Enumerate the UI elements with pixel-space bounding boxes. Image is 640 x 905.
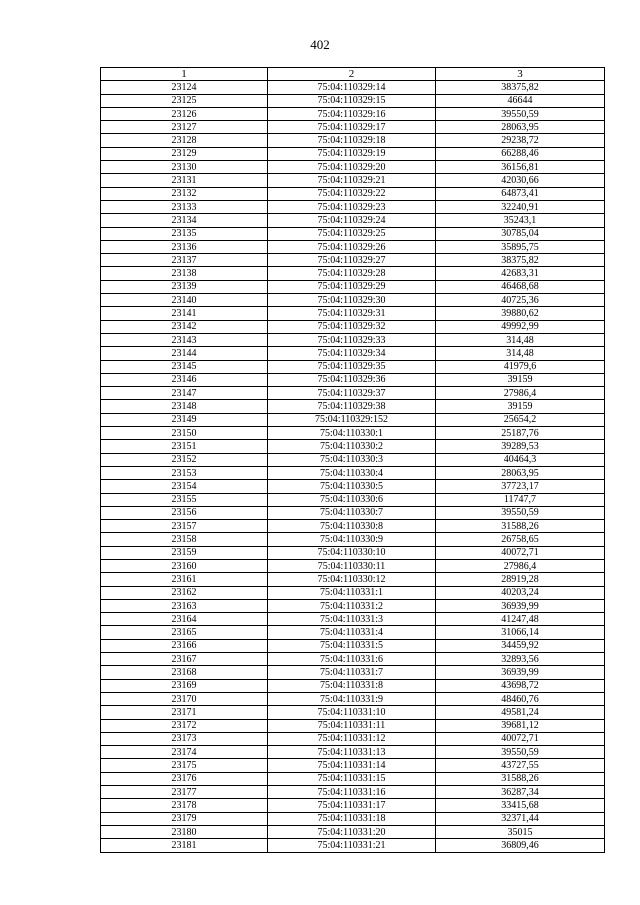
cadastral-number-cell: 75:04:110329:35 (268, 360, 436, 373)
column-header-2: 2 (268, 68, 436, 81)
cadastral-number-cell: 75:04:110331:2 (268, 599, 436, 612)
table-row (101, 200, 605, 213)
row-number-cell: 23163 (101, 599, 268, 612)
cadastral-number-cell: 75:04:110331:17 (268, 799, 436, 812)
table-row (101, 94, 605, 107)
row-number-cell: 23156 (101, 506, 268, 519)
cadastral-number-cell: 75:04:110329:31 (268, 307, 436, 320)
cadastral-number-cell: 75:04:110329:23 (268, 200, 436, 213)
row-number-cell: 23150 (101, 427, 268, 440)
cadastral-number-cell: 75:04:110331:18 (268, 812, 436, 825)
value-cell: 25187,76 (436, 427, 605, 440)
cadastral-number-cell: 75:04:110330:7 (268, 506, 436, 519)
table-row (101, 692, 605, 705)
value-cell: 31066,14 (436, 626, 605, 639)
cadastral-number-cell: 75:04:110330:5 (268, 480, 436, 493)
row-number-cell: 23160 (101, 559, 268, 572)
row-number-cell: 23158 (101, 533, 268, 546)
row-number-cell: 23165 (101, 626, 268, 639)
value-cell: 28063,95 (436, 466, 605, 479)
cadastral-number-cell: 75:04:110329:17 (268, 121, 436, 134)
row-number-cell: 23147 (101, 387, 268, 400)
value-cell: 43698,72 (436, 679, 605, 692)
row-number-cell: 23151 (101, 440, 268, 453)
value-cell: 35015 (436, 825, 605, 838)
value-cell: 36287,34 (436, 786, 605, 799)
cadastral-number-cell: 75:04:110329:26 (268, 240, 436, 253)
column-header-3: 3 (436, 68, 605, 81)
registry-table (100, 67, 605, 853)
row-number-cell: 23126 (101, 107, 268, 120)
value-cell: 27986,4 (436, 387, 605, 400)
value-cell: 25654,2 (436, 413, 605, 426)
row-number-cell: 23129 (101, 147, 268, 160)
cadastral-number-cell: 75:04:110329:152 (268, 413, 436, 426)
table-row (101, 254, 605, 267)
value-cell: 26758,65 (436, 533, 605, 546)
row-number-cell: 23176 (101, 772, 268, 785)
cadastral-number-cell: 75:04:110329:21 (268, 174, 436, 187)
row-number-cell: 23155 (101, 493, 268, 506)
table-row (101, 653, 605, 666)
cadastral-number-cell: 75:04:110329:33 (268, 333, 436, 346)
cadastral-number-cell: 75:04:110331:9 (268, 692, 436, 705)
table-row (101, 466, 605, 479)
row-number-cell: 23180 (101, 825, 268, 838)
table-row (101, 706, 605, 719)
value-cell: 38375,82 (436, 254, 605, 267)
cadastral-number-cell: 75:04:110330:8 (268, 520, 436, 533)
cadastral-number-cell: 75:04:110330:6 (268, 493, 436, 506)
value-cell: 28063,95 (436, 121, 605, 134)
cadastral-number-cell: 75:04:110331:16 (268, 786, 436, 799)
row-number-cell: 23169 (101, 679, 268, 692)
cadastral-number-cell: 75:04:110330:1 (268, 427, 436, 440)
table-row (101, 480, 605, 493)
cadastral-number-cell: 75:04:110329:19 (268, 147, 436, 160)
table-row (101, 453, 605, 466)
table-row (101, 440, 605, 453)
cadastral-number-cell: 75:04:110331:8 (268, 679, 436, 692)
row-number-cell: 23124 (101, 81, 268, 94)
row-number-cell: 23161 (101, 573, 268, 586)
row-number-cell: 23168 (101, 666, 268, 679)
table-row (101, 427, 605, 440)
value-cell: 36156,81 (436, 161, 605, 174)
cadastral-number-cell: 75:04:110331:6 (268, 653, 436, 666)
table-row (101, 121, 605, 134)
value-cell: 39550,59 (436, 506, 605, 519)
cadastral-number-cell: 75:04:110330:3 (268, 453, 436, 466)
cadastral-number-cell: 75:04:110331:7 (268, 666, 436, 679)
cadastral-number-cell: 75:04:110329:36 (268, 373, 436, 386)
cadastral-number-cell: 75:04:110330:4 (268, 466, 436, 479)
cadastral-number-cell: 75:04:110331:4 (268, 626, 436, 639)
row-number-cell: 23143 (101, 333, 268, 346)
value-cell: 46468,68 (436, 280, 605, 293)
cadastral-number-cell: 75:04:110330:10 (268, 546, 436, 559)
table-header-row (101, 68, 605, 81)
value-cell: 40203,24 (436, 586, 605, 599)
value-cell: 48460,76 (436, 692, 605, 705)
table-row (101, 533, 605, 546)
table-row (101, 187, 605, 200)
table-row (101, 400, 605, 413)
table-row (101, 666, 605, 679)
row-number-cell: 23159 (101, 546, 268, 559)
table-row (101, 214, 605, 227)
cadastral-number-cell: 75:04:110329:38 (268, 400, 436, 413)
value-cell: 32240,91 (436, 200, 605, 213)
value-cell: 49581,24 (436, 706, 605, 719)
value-cell: 42030,66 (436, 174, 605, 187)
table-row (101, 626, 605, 639)
table-row (101, 799, 605, 812)
cadastral-number-cell: 75:04:110329:32 (268, 320, 436, 333)
value-cell: 66288,46 (436, 147, 605, 160)
table-row (101, 227, 605, 240)
row-number-cell: 23128 (101, 134, 268, 147)
value-cell: 37723,17 (436, 480, 605, 493)
row-number-cell: 23166 (101, 639, 268, 652)
value-cell: 40464,3 (436, 453, 605, 466)
row-number-cell: 23174 (101, 746, 268, 759)
value-cell: 36939,99 (436, 599, 605, 612)
row-number-cell: 23139 (101, 280, 268, 293)
row-number-cell: 23154 (101, 480, 268, 493)
table-row (101, 573, 605, 586)
value-cell: 39550,59 (436, 107, 605, 120)
value-cell: 36939,99 (436, 666, 605, 679)
table-row (101, 413, 605, 426)
value-cell: 32371,44 (436, 812, 605, 825)
row-number-cell: 23138 (101, 267, 268, 280)
cadastral-number-cell: 75:04:110329:18 (268, 134, 436, 147)
row-number-cell: 23145 (101, 360, 268, 373)
row-number-cell: 23146 (101, 373, 268, 386)
cadastral-number-cell: 75:04:110331:10 (268, 706, 436, 719)
value-cell: 42683,31 (436, 267, 605, 280)
row-number-cell: 23170 (101, 692, 268, 705)
table-row (101, 825, 605, 838)
table-row (101, 599, 605, 612)
row-number-cell: 23134 (101, 214, 268, 227)
row-number-cell: 23148 (101, 400, 268, 413)
table-row (101, 732, 605, 745)
cadastral-number-cell: 75:04:110330:9 (268, 533, 436, 546)
value-cell: 40072,71 (436, 732, 605, 745)
cadastral-number-cell: 75:04:110331:15 (268, 772, 436, 785)
cadastral-number-cell: 75:04:110329:25 (268, 227, 436, 240)
row-number-cell: 23130 (101, 161, 268, 174)
table-row (101, 307, 605, 320)
value-cell: 28919,28 (436, 573, 605, 586)
table-row (101, 613, 605, 626)
cadastral-number-cell: 75:04:110329:34 (268, 347, 436, 360)
table-row (101, 240, 605, 253)
table-row (101, 320, 605, 333)
row-number-cell: 23164 (101, 613, 268, 626)
row-number-cell: 23177 (101, 786, 268, 799)
value-cell: 39289,53 (436, 440, 605, 453)
table-body (101, 81, 605, 852)
value-cell: 49992,99 (436, 320, 605, 333)
row-number-cell: 23142 (101, 320, 268, 333)
cadastral-number-cell: 75:04:110329:14 (268, 81, 436, 94)
row-number-cell: 23173 (101, 732, 268, 745)
value-cell: 46644 (436, 94, 605, 107)
value-cell: 38375,82 (436, 81, 605, 94)
cadastral-number-cell: 75:04:110329:20 (268, 161, 436, 174)
cadastral-number-cell: 75:04:110330:12 (268, 573, 436, 586)
row-number-cell: 23133 (101, 200, 268, 213)
cadastral-number-cell: 75:04:110330:2 (268, 440, 436, 453)
table-row (101, 546, 605, 559)
value-cell: 29238,72 (436, 134, 605, 147)
row-number-cell: 23175 (101, 759, 268, 772)
table-row (101, 493, 605, 506)
row-number-cell: 23162 (101, 586, 268, 599)
cadastral-number-cell: 75:04:110329:15 (268, 94, 436, 107)
value-cell: 41247,48 (436, 613, 605, 626)
cadastral-number-cell: 75:04:110329:28 (268, 267, 436, 280)
row-number-cell: 23157 (101, 520, 268, 533)
value-cell: 40072,71 (436, 546, 605, 559)
table-row (101, 839, 605, 852)
table-row (101, 373, 605, 386)
cadastral-number-cell: 75:04:110329:29 (268, 280, 436, 293)
row-number-cell: 23136 (101, 240, 268, 253)
table-row (101, 333, 605, 346)
row-number-cell: 23178 (101, 799, 268, 812)
row-number-cell: 23181 (101, 839, 268, 852)
table-row (101, 772, 605, 785)
value-cell: 33415,68 (436, 799, 605, 812)
table-row (101, 161, 605, 174)
table-row (101, 360, 605, 373)
table-row (101, 786, 605, 799)
table-row (101, 506, 605, 519)
value-cell: 39159 (436, 400, 605, 413)
row-number-cell: 23144 (101, 347, 268, 360)
row-number-cell: 23135 (101, 227, 268, 240)
row-number-cell: 23132 (101, 187, 268, 200)
cadastral-number-cell: 75:04:110331:5 (268, 639, 436, 652)
value-cell: 11747,7 (436, 493, 605, 506)
value-cell: 39880,62 (436, 307, 605, 320)
value-cell: 34459,92 (436, 639, 605, 652)
row-number-cell: 23167 (101, 653, 268, 666)
cadastral-number-cell: 75:04:110331:1 (268, 586, 436, 599)
table-row (101, 174, 605, 187)
table-row (101, 267, 605, 280)
cadastral-number-cell: 75:04:110331:3 (268, 613, 436, 626)
table-row (101, 147, 605, 160)
value-cell: 39550,59 (436, 746, 605, 759)
value-cell: 31588,26 (436, 772, 605, 785)
value-cell: 43727,55 (436, 759, 605, 772)
value-cell: 39159 (436, 373, 605, 386)
cadastral-number-cell: 75:04:110331:12 (268, 732, 436, 745)
value-cell: 36809,46 (436, 839, 605, 852)
table-row (101, 586, 605, 599)
value-cell: 35895,75 (436, 240, 605, 253)
cadastral-number-cell: 75:04:110329:16 (268, 107, 436, 120)
cadastral-number-cell: 75:04:110329:37 (268, 387, 436, 400)
table-row (101, 679, 605, 692)
table-row (101, 107, 605, 120)
table-row (101, 759, 605, 772)
cadastral-number-cell: 75:04:110331:21 (268, 839, 436, 852)
value-cell: 41979,6 (436, 360, 605, 373)
cadastral-number-cell: 75:04:110331:13 (268, 746, 436, 759)
cadastral-number-cell: 75:04:110329:22 (268, 187, 436, 200)
value-cell: 32893,56 (436, 653, 605, 666)
row-number-cell: 23125 (101, 94, 268, 107)
column-header-1: 1 (101, 68, 268, 81)
table-row (101, 719, 605, 732)
cadastral-number-cell: 75:04:110329:27 (268, 254, 436, 267)
table-row (101, 294, 605, 307)
row-number-cell: 23152 (101, 453, 268, 466)
table-row (101, 81, 605, 94)
cadastral-number-cell: 75:04:110329:30 (268, 294, 436, 307)
value-cell: 39681,12 (436, 719, 605, 732)
table-row (101, 559, 605, 572)
cadastral-number-cell: 75:04:110330:11 (268, 559, 436, 572)
row-number-cell: 23153 (101, 466, 268, 479)
row-number-cell: 23127 (101, 121, 268, 134)
cadastral-number-cell: 75:04:110331:11 (268, 719, 436, 732)
row-number-cell: 23149 (101, 413, 268, 426)
cadastral-number-cell: 75:04:110331:20 (268, 825, 436, 838)
row-number-cell: 23179 (101, 812, 268, 825)
table-row (101, 746, 605, 759)
row-number-cell: 23172 (101, 719, 268, 732)
value-cell: 35243,1 (436, 214, 605, 227)
value-cell: 27986,4 (436, 559, 605, 572)
value-cell: 40725,36 (436, 294, 605, 307)
table-row (101, 134, 605, 147)
value-cell: 314,48 (436, 347, 605, 360)
cadastral-number-cell: 75:04:110331:14 (268, 759, 436, 772)
table-row (101, 347, 605, 360)
row-number-cell: 23137 (101, 254, 268, 267)
row-number-cell: 23131 (101, 174, 268, 187)
cadastral-number-cell: 75:04:110329:24 (268, 214, 436, 227)
row-number-cell: 23141 (101, 307, 268, 320)
table-row (101, 280, 605, 293)
row-number-cell: 23171 (101, 706, 268, 719)
value-cell: 64873,41 (436, 187, 605, 200)
value-cell: 31588,26 (436, 520, 605, 533)
page-number: 402 (310, 37, 330, 52)
table-row (101, 639, 605, 652)
value-cell: 30785,04 (436, 227, 605, 240)
table-row (101, 387, 605, 400)
table-row (101, 520, 605, 533)
row-number-cell: 23140 (101, 294, 268, 307)
table-row (101, 812, 605, 825)
value-cell: 314,48 (436, 333, 605, 346)
